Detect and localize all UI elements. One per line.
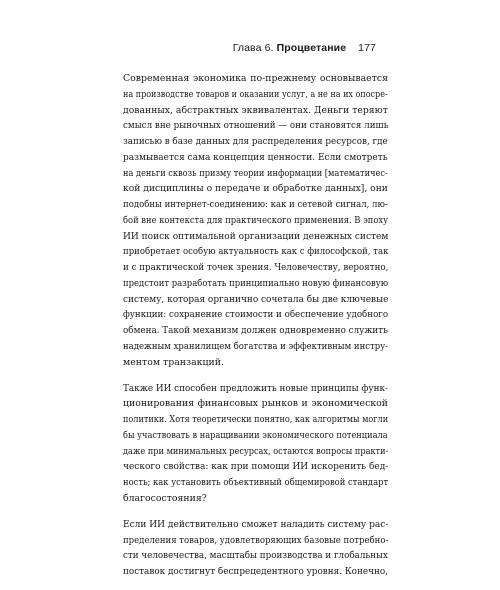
text-line: ционирования финансовых рынков и экономической (123, 398, 388, 410)
paragraph (123, 381, 388, 507)
text-line: поставок достигнут беспрецедентного уровня. Конечно, (123, 566, 389, 578)
body-text (123, 71, 388, 590)
text-line: ность; как установить объективный общемировой стандарт (123, 477, 389, 489)
chapter-label: Глава 6. (232, 42, 274, 54)
text-line: даже при минимальных ресурсах, остаются вопросы практи- (123, 445, 389, 457)
text-line: и с практической точек зрения. Человечеству, вероятно, (123, 262, 389, 273)
text-line: благосостояния? (123, 492, 207, 504)
text-line: на деньги сквозь призму теории информации [математичес- (123, 167, 388, 179)
text-line: размывается сама концепция ценности. Если смотреть (123, 151, 388, 163)
text-line: ИИ поиск оптимальной организации денежных систем (123, 230, 389, 242)
text-line: систему, которая органично сочетала бы две ключевые (123, 293, 389, 305)
text-line: смысл вне рыночных отношений — они становятся лишь (123, 120, 389, 132)
page-number: 177 (358, 42, 376, 54)
text-line: предстоит разработать принципиально новую финансовую (123, 277, 389, 289)
text-line: приобретает особую актуальность как с философской, так (123, 246, 389, 258)
text-line: пределения товаров, удовлетворяющих базовые потребно- (123, 534, 389, 546)
text-line: политики. Хотя теоретически понятно, как алгоритмы могли (123, 414, 389, 426)
text-line: подобны интернет-соединению: как и сетевой сигнал, лю- (123, 199, 388, 210)
text-line: бой вне контекста для практического применения. В эпоху (123, 214, 389, 226)
running-head (233, 42, 376, 54)
text-line: обмена. Такой механизм должен одновременно служить (123, 325, 388, 336)
text-line: Современная экономика по-прежнему основывается (123, 73, 388, 84)
paragraph (123, 517, 388, 580)
text-line: на производстве товаров и оказании услуг, а не на их опосре- (123, 88, 388, 100)
text-line: надежным хранилищем богатства и эффективным инстру- (123, 340, 389, 352)
text-line: кой дисциплины о передаче и обработке данных], они (123, 183, 388, 195)
chapter-title: Процветание (276, 42, 347, 54)
paragraph (123, 71, 388, 370)
text-line: бы участвовать в наращивании экономического потенциала (123, 429, 388, 441)
text-line: Также ИИ способен предложить новые принципы функ- (123, 382, 389, 394)
text-line: дованных, абстрактных эквивалентах. Деньги теряют (123, 104, 388, 116)
text-line: записью в базе данных для распределения ресурсов, где (123, 136, 388, 147)
text-line: ческого свойства: как при помощи ИИ искоренить бед- (123, 461, 389, 473)
text-line: функции: сохранение стоимости и обеспечение удобного (123, 309, 389, 321)
text-line: сти человечества, масштабы производства и глобальных (123, 550, 388, 562)
text-line: Если ИИ действительно сможет наладить систему рас- (123, 518, 389, 530)
text-line: ментом транзакций. (123, 356, 224, 368)
